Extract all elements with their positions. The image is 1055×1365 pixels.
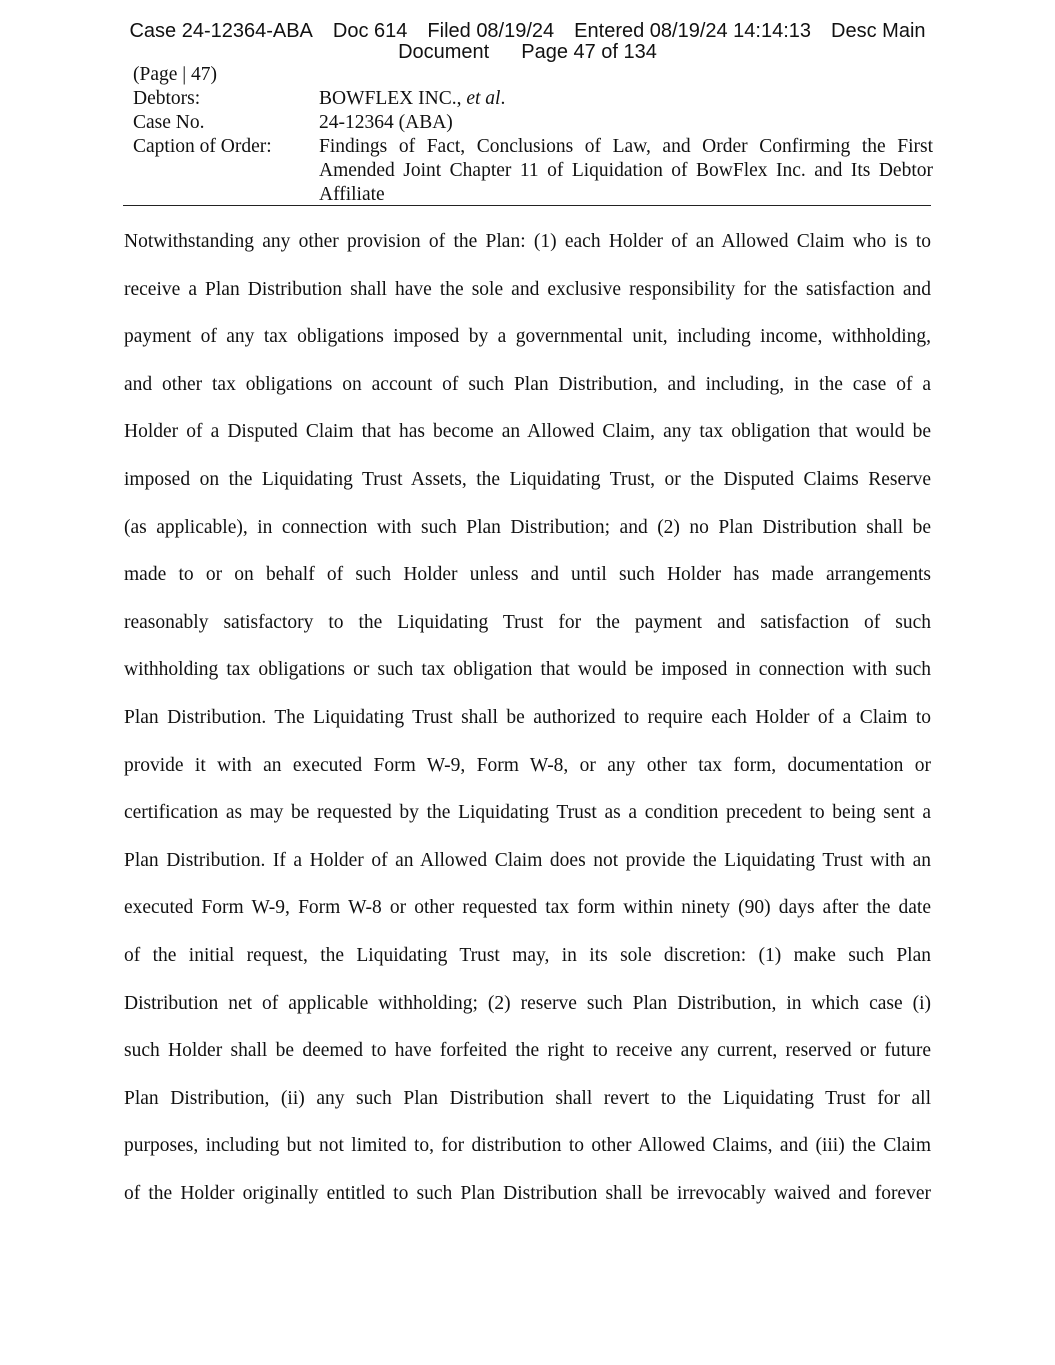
caption-debtors-row: [133, 87, 933, 111]
body-line: Distribution net of applicable withholding; (2) reserve such Plan Distribution, in which case (i): [124, 992, 931, 1014]
caption-order-line: Affiliate: [319, 184, 385, 205]
body-line: Holder of a Disputed Claim that has become an Allowed Claim, any tax obligation that would be: [124, 421, 931, 443]
body-line: (as applicable), in connection with such Plan Distribution; and (2) no Plan Distribution shall be: [124, 516, 931, 538]
body-line: Plan Distribution, (ii) any such Plan Distribution shall revert to the Liquidating Trust for all: [124, 1087, 931, 1109]
caption-page-ref-row: [133, 63, 933, 87]
debtors-et-al: et al: [466, 88, 501, 109]
caption-case-no-value: 24-12364 (ABA): [319, 112, 453, 133]
caption-order-row: [133, 135, 933, 207]
body-line: such Holder shall be deemed to have forfeited the right to receive any current, reserved or future: [124, 1040, 931, 1062]
debtors-period: .: [500, 88, 506, 109]
body-line: imposed on the Liquidating Trust Assets, the Liquidating Trust, or the Disputed Claims Reserve: [124, 468, 931, 490]
caption-debtors-value: [319, 87, 933, 111]
body-line: Notwithstanding any other provision of the Plan: (1) each Holder of an Allowed Claim who is to: [124, 231, 931, 252]
body-line: withholding tax obligations or such tax obligation that would be imposed in connection with such: [124, 659, 931, 681]
filing-stamp-line-1: [0, 20, 1055, 42]
caption-divider: [123, 205, 931, 206]
stamp-page-count: Page 47 of 134: [521, 41, 657, 63]
caption-order-label: Caption of Order:: [133, 136, 272, 157]
caption-block: [133, 63, 933, 207]
body-line: reasonably satisfactory to the Liquidating Trust for the payment and satisfaction of such: [124, 611, 931, 633]
caption-order-line: Findings of Fact, Conclusions of Law, and Order Confirming the First: [319, 136, 933, 157]
body-line: of the initial request, the Liquidating Trust may, in its sole discretion: (1) make such Plan: [124, 944, 931, 966]
body-line: and other tax obligations on account of such Plan Distribution, and including, in the case of a: [124, 373, 931, 395]
stamp-desc: Desc Main: [831, 20, 926, 42]
caption-page-ref: (Page | 47): [133, 64, 218, 85]
body-line: made to or on behalf of such Holder unless and until such Holder has made arrangements: [124, 564, 931, 586]
filing-stamp-line-2: [0, 41, 1055, 63]
debtors-name: BOWFLEX INC.,: [319, 88, 467, 109]
body-line: receive a Plan Distribution shall have the sole and exclusive responsibility for the satisfaction and: [124, 278, 931, 300]
caption-order-line: Amended Joint Chapter 11 of Liquidation of BowFlex Inc. and Its Debtor: [319, 160, 933, 181]
body-line: Plan Distribution. If a Holder of an Allowed Claim does not provide the Liquidating Trust with an: [124, 849, 931, 871]
stamp-filed-date: Filed 08/19/24: [427, 20, 555, 42]
body-line: payment of any tax obligations imposed by a governmental unit, including income, withholding,: [124, 326, 931, 348]
body-paragraph: [124, 225, 931, 1224]
stamp-case-number: Case 24-12364-ABA: [129, 20, 313, 42]
caption-order-value: [319, 135, 933, 207]
stamp-doc-number: Doc 614: [332, 20, 408, 42]
caption-case-no-row: [133, 111, 933, 135]
body-line: Plan Distribution. The Liquidating Trust shall be authorized to require each Holder of a Claim to: [124, 706, 931, 728]
stamp-document-label: Document: [398, 41, 490, 63]
body-line: executed Form W-9, Form W-8 or other requested tax form within ninety (90) days after the date: [124, 897, 931, 919]
stamp-entered-date: Entered 08/19/24 14:14:13: [574, 20, 812, 42]
body-line: purposes, including but not limited to, for distribution to other Allowed Claims, and (iii) the Claim: [124, 1135, 931, 1157]
body-line: provide it with an executed Form W-9, Form W-8, or any other tax form, documentation or: [124, 754, 931, 776]
caption-debtors-label: Debtors:: [133, 88, 201, 109]
body-line: of the Holder originally entitled to such Plan Distribution shall be irrevocably waived and forever: [124, 1182, 931, 1204]
caption-case-no-label: Case No.: [133, 112, 205, 133]
body-line: certification as may be requested by the Liquidating Trust as a condition precedent to being sent a: [124, 802, 931, 824]
